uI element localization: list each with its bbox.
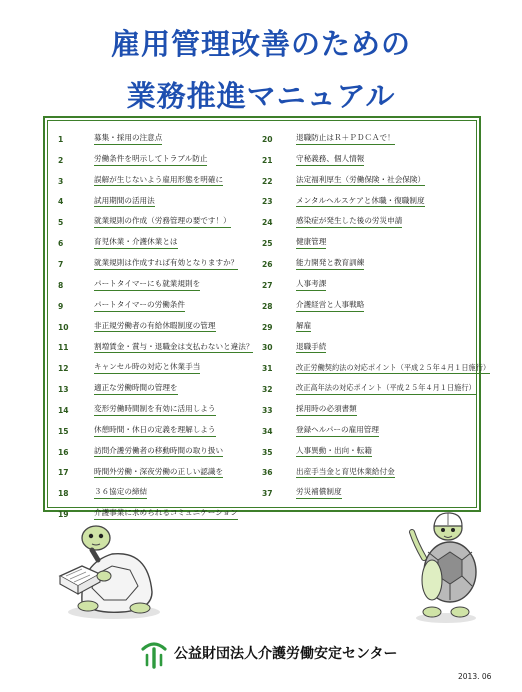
toc-item-number: 29 [262,322,273,332]
toc-item-number: 26 [262,259,273,269]
toc-item-label: 休憩時間・休日の定義を理解しよう [94,426,216,437]
toc-item-number: 5 [58,218,64,228]
toc-item [262,212,480,233]
toc-item [58,212,258,233]
toc-item [58,400,258,421]
toc-item [262,296,480,317]
toc-item [58,275,258,296]
toc-item-number: 4 [58,197,64,207]
toc-item-label: 改正高年法の対応ポイント（平成２５年４月１日施行） [296,384,476,394]
toc-item-label: 時間外労働・深夜労働の正しい認識を [94,468,223,479]
toc-item-label: 解雇 [296,322,311,333]
toc-item-label: 感染症が発生した後の労災申請 [296,217,402,228]
toc-item-label: 改正労働契約法の対応ポイント（平成２５年４月１日施行） [296,364,490,374]
toc-item [58,379,258,400]
toc-item [262,150,480,171]
toc-item [262,317,480,338]
toc-item [58,150,258,171]
toc-item-label: 介護事業に求められるコミュニケーション [94,509,238,520]
toc-column-right [262,129,491,504]
toc-item-number: 13 [58,385,69,395]
toc-item [262,233,480,254]
toc-item-number: 11 [58,343,69,353]
toc-item-number: 14 [58,405,69,415]
toc-item-number: 3 [58,176,64,186]
toc-item-label: キャンセル時の対応と休業手当 [94,363,200,374]
page-title-line-1: 雇用管理改善のための [110,27,411,61]
toc-item-label: メンタルヘルスケアと休職・復職制度 [296,197,425,208]
toc-item-number: 28 [262,301,273,311]
toc-item [262,483,480,504]
toc-item-number: 8 [58,280,64,290]
toc-inner-border [47,120,491,520]
toc-item-label: 人事考課 [296,280,326,291]
toc-item-label: 就業規則の作成（労務管理の要です！） [94,217,231,228]
toc-item [262,442,480,463]
toc-item-number: 21 [262,155,273,165]
toc-item-label: 労働条件を明示してトラブル防止 [94,155,207,166]
toc-item-number: 31 [262,364,273,374]
toc-item-label: 退職手続 [296,343,326,354]
toc-item [58,129,258,150]
toc-item [262,358,491,379]
toc-item-number: 20 [262,134,273,144]
toc-item-number: 10 [58,322,69,332]
toc-item-number: 34 [262,426,273,436]
toc-item [58,171,258,192]
organization-logo-icon [140,637,168,669]
toc-item [262,275,480,296]
toc-item-number: 36 [262,468,273,478]
toc-item [262,463,480,484]
toc-item-label: 採用時の必須書類 [296,405,357,416]
footer-organization [140,636,397,670]
toc-item-label: ３６協定の締結 [94,488,147,499]
organization-name: 公益財団法人介護労働安定センター [174,646,398,662]
toc-item-label: 試用期間の活用法 [94,197,155,208]
toc-item [58,233,258,254]
toc-item [262,379,480,400]
toc-item [58,483,258,504]
toc-item-number: 9 [58,301,64,311]
toc-item-number: 22 [262,176,273,186]
toc-item [58,296,258,317]
toc-item-label: 育児休業・介護休業とは [94,238,178,249]
toc-item-label: パートタイマーの労働条件 [94,301,185,312]
table-of-contents [43,116,491,520]
toc-item-label: 健康管理 [296,238,326,249]
publication-date: 2013. 06 [458,672,492,681]
toc-item-label: 非正規労働者の有給休暇制度の管理 [94,322,216,333]
toc-item-label: パートタイマーにも就業規則を [94,280,200,291]
toc-item-number: 23 [262,197,273,207]
toc-item [262,192,480,213]
toc-item [58,442,258,463]
turtle-reading-illustration [52,514,172,624]
toc-column-left [58,129,258,525]
toc-item-label: 割増賃金・賞与・退職金は支払わないと違法？ [94,343,253,354]
toc-item [58,358,258,379]
toc-item-number: 6 [58,239,64,249]
toc-item [262,129,480,150]
toc-item-number: 25 [262,239,273,249]
toc-item-label: 適正な労働時間の管理を [94,384,178,395]
toc-item [262,400,480,421]
toc-item [58,337,258,358]
toc-item-number: 24 [262,218,273,228]
toc-item-number: 18 [58,489,69,499]
toc-item-label: 労災補償制度 [296,488,342,499]
toc-item-label: 守秘義務、個人情報 [296,155,364,166]
toc-item-number: 37 [262,489,273,499]
toc-item-number: 35 [262,447,273,457]
toc-item [262,337,480,358]
toc-item-label: 退職防止はＲ＋ＰＤＣＡで！ [296,134,395,145]
toc-item-number: 32 [262,385,273,395]
toc-item-label: 能力開発と教育訓練 [296,259,364,270]
toc-item-label: 変形労働時間制を有効に活用しよう [94,405,216,416]
toc-item-number: 30 [262,343,273,353]
toc-item-number: 12 [58,364,69,374]
toc-item [58,317,258,338]
toc-item-number: 7 [58,259,64,269]
toc-item-number: 1 [58,134,64,144]
toc-item-number: 27 [262,280,273,290]
toc-item-number: 15 [58,426,69,436]
turtle-waving-illustration [402,506,484,626]
toc-item-number: 17 [58,468,69,478]
toc-item-label: 人事異動・出向・転籍 [296,447,372,458]
toc-item [262,171,480,192]
toc-item [58,463,258,484]
toc-item-label: 登録ヘルパーの雇用管理 [296,426,379,437]
toc-item [58,192,258,213]
toc-item-label: 誤解が生じないよう雇用形態を明確に [94,176,223,187]
toc-item-label: 法定福利厚生（労働保険・社会保険） [296,176,425,187]
toc-item [58,254,258,275]
toc-item-number: 19 [58,510,69,520]
toc-item-number: 33 [262,405,273,415]
toc-item-label: 就業規則は作成すれば有効となりますか？ [94,259,238,270]
page-title-line-2: 業務推進マニュアル [126,79,396,113]
toc-item [58,421,258,442]
toc-item-number: 2 [58,155,64,165]
toc-item-label: 介護経営と人事戦略 [296,301,364,312]
toc-item [262,421,480,442]
toc-item-label: 出産手当金と育児休業給付金 [296,468,395,479]
toc-item-label: 訪問介護労働者の移動時間の取り扱い [94,447,223,458]
toc-item-number: 16 [58,447,69,457]
toc-item [262,254,480,275]
toc-item-label: 募集・採用の注意点 [94,134,162,145]
